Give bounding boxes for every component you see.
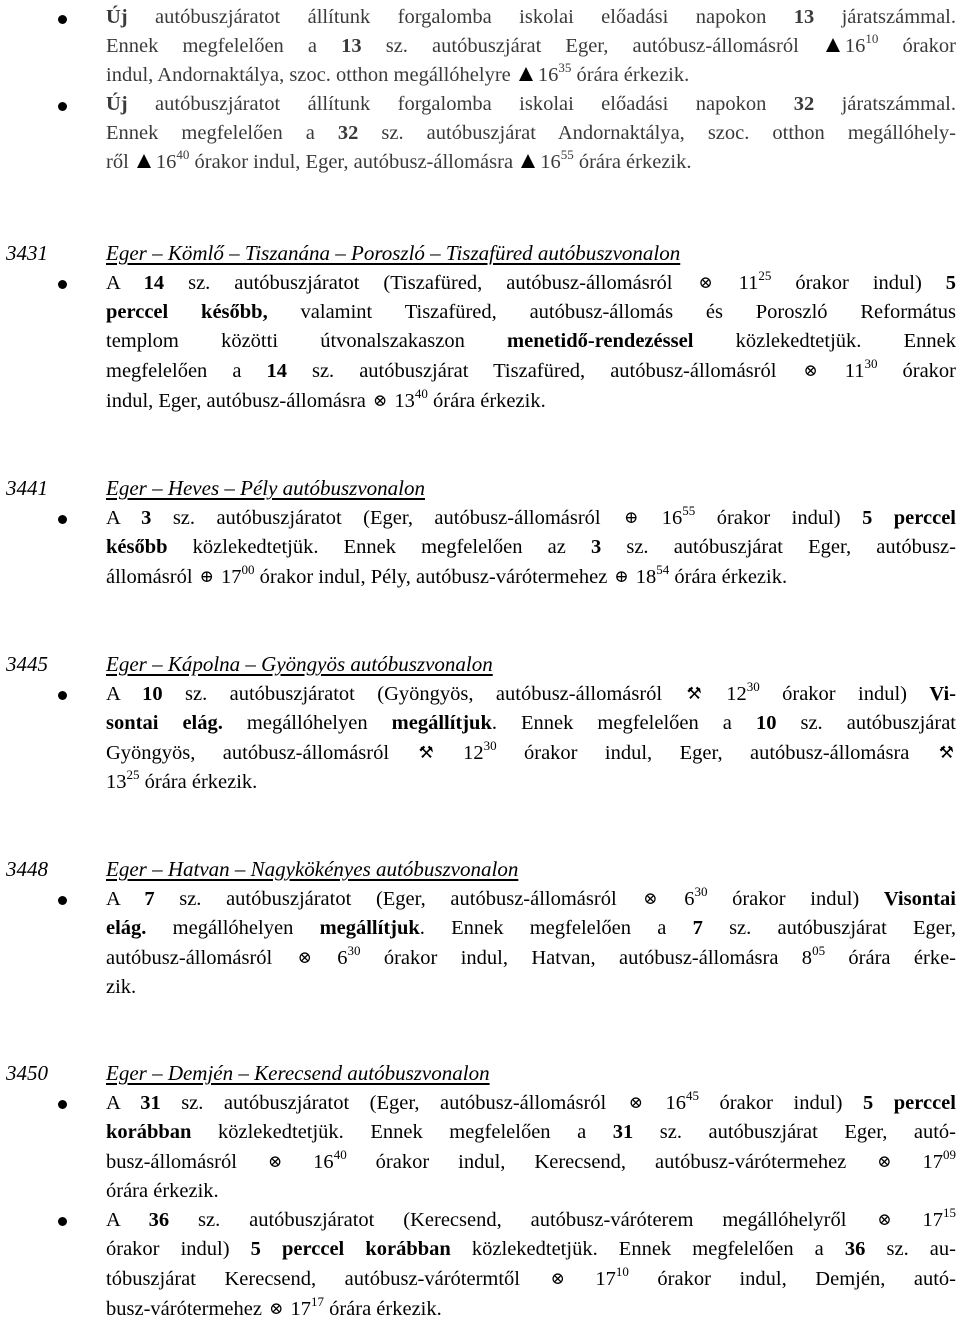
text-line: Gyöngyös, autóbusz-állomásról ⚒ $12^{30}$ órakor indul, Eger, autóbusz-állomásra ⚒ <box>106 738 956 768</box>
route-number: 3441 <box>6 476 48 500</box>
text-line: A 36 sz. autóbuszjáratot (Kerecsend, autóbusz-váróterem megállóhelyről ⊗ $17^{15}$ <box>106 1205 956 1235</box>
circled-x-symbol-icon: ⊗ <box>550 1269 565 1288</box>
hammer-pick-symbol-icon: ⚒ <box>418 743 434 762</box>
text-line: Ennek megfelelően a 32 sz. autóbuszjárat Andornaktálya, szoc. otthon megállóhely- <box>106 122 956 144</box>
text-line: autóbusz-állomásról ⊗ $6^{30}$ órakor indul, Hatvan, autóbusz-állomásra $8^{05}$ órára érke- <box>106 943 956 973</box>
text-line: megfelelően a 14 sz. autóbuszjárat Tiszafüred, autóbusz-állomásról ⊗ $11^{30}$ órakor <box>106 356 956 386</box>
circled-x-symbol-icon: ⊗ <box>267 1152 283 1171</box>
text-line: állomásról ⊕ $17^{00}$ órakor indul, Pély, autóbusz-várótermehez ⊕ $18^{54}$ órára érkezik. <box>106 562 956 592</box>
bullet <box>58 280 67 289</box>
route-number: 3445 <box>6 652 48 676</box>
text-line: indul, Andornaktálya, szoc. otthon megállóhelyre $16^{35}$ órára érkezik. <box>106 60 690 86</box>
text-line: korábban közlekedtetjük. Ennek megfelelően a 31 sz. autóbuszjárat Eger, autó- <box>106 1121 956 1143</box>
triangle-symbol-icon <box>826 38 840 52</box>
bullet <box>58 15 67 24</box>
circled-plus-symbol-icon: ⊕ <box>614 567 629 586</box>
text-line: Ennek megfelelően a 13 sz. autóbuszjárat Eger, autóbusz-állomásról $16^{10}$ órakor <box>106 31 956 57</box>
route-title: Eger – Heves – Pély autóbuszvonalon <box>106 476 426 500</box>
circled-x-symbol-icon: ⊗ <box>698 273 713 292</box>
bullet <box>58 102 67 111</box>
route-number: 3431 <box>6 241 48 265</box>
text-line: elág. megállóhelyen megállítjuk. Ennek megfelelően a 7 sz. autóbuszjárat Eger, <box>106 917 957 939</box>
hammer-pick-symbol-icon: ⚒ <box>938 743 955 762</box>
text-line: indul, Eger, autóbusz-állomásra ⊗ $13^{40}$ órára érkezik. <box>106 386 956 416</box>
route-title: Eger – Hatvan – Nagykökényes autóbuszvonalon <box>106 857 519 881</box>
text-line: templom közötti útvonalszakaszon menetidő-rendezéssel közlekedtetjük. Ennek <box>106 330 956 352</box>
text-line: A 14 sz. autóbuszjáratot (Tiszafüred, autóbusz-állomásról ⊗ $11^{25}$ órakor indul) 5 <box>106 268 956 298</box>
list-item <box>106 268 956 416</box>
route-number: 3450 <box>6 1061 48 1085</box>
circled-plus-symbol-icon: ⊕ <box>199 567 214 586</box>
bullet <box>58 515 67 524</box>
text-line: zik. <box>106 976 137 998</box>
bullet <box>58 1100 67 1109</box>
text-line: $13^{25}$ órára érkezik. <box>106 767 258 793</box>
text-line: ről $16^{40}$ órakor indul, Eger, autóbusz-állomásra $16^{55}$ órára érkezik. <box>106 147 692 173</box>
hammer-pick-symbol-icon: ⚒ <box>686 684 702 703</box>
list-item <box>106 3 956 90</box>
list-item <box>106 90 956 177</box>
circled-x-symbol-icon: ⊗ <box>643 889 658 908</box>
text-line: Új autóbuszjáratot állítunk forgalomba iskolai előadási napokon 13 járatszámmal. <box>106 6 956 28</box>
text-line: A 10 sz. autóbuszjáratot (Gyöngyös, autóbusz-állomásról ⚒ $12^{30}$ órakor indul) Vi- <box>106 679 956 709</box>
triangle-symbol-icon <box>521 154 535 168</box>
bullet <box>58 691 67 700</box>
circled-x-symbol-icon: ⊗ <box>373 391 388 410</box>
section-heading <box>6 474 425 502</box>
text-line: busz-állomásról ⊗ $16^{40}$ órakor indul, Kerecsend, autóbusz-várótermehez ⊗ $17^{09}$ <box>106 1147 956 1177</box>
triangle-symbol-icon <box>519 67 533 81</box>
triangle-symbol-icon <box>137 154 151 168</box>
route-title: Eger – Kápolna – Gyöngyös autóbuszvonalon <box>106 652 493 676</box>
circled-plus-symbol-icon: ⊕ <box>624 508 639 527</box>
text-line: később közlekedtetjük. Ennek megfelelően az 3 sz. autóbuszjárat Eger, autóbusz- <box>106 536 956 558</box>
circled-x-symbol-icon: ⊗ <box>269 1299 284 1318</box>
list-item <box>106 884 956 1002</box>
bullet <box>58 1217 67 1226</box>
circled-x-symbol-icon: ⊗ <box>877 1210 892 1229</box>
text-line: perccel később, valamint Tiszafüred, autóbusz-állomás és Poroszló Református <box>106 301 956 323</box>
text-line: A 3 sz. autóbuszjáratot (Eger, autóbusz-állomásról ⊕ $16^{55}$ órakor indul) 5 perccel <box>106 503 956 533</box>
bullet <box>58 896 67 905</box>
text-line: Új autóbuszjáratot állítunk forgalomba iskolai előadási napokon 32 járatszámmal. <box>106 93 956 115</box>
section-heading <box>6 1059 490 1087</box>
text-line: órára érkezik. <box>106 1180 219 1202</box>
list-item <box>106 503 956 592</box>
text-line: tóbuszjárat Kerecsend, autóbusz-várótermtől ⊗ $17^{10}$ órakor indul, Demjén, autó- <box>106 1264 956 1294</box>
route-title: Eger – Kömlő – Tiszanána – Poroszló – Tiszafüred autóbuszvonalon <box>106 241 681 265</box>
section-heading <box>6 855 518 883</box>
circled-x-symbol-icon: ⊗ <box>803 361 818 380</box>
route-title: Eger – Demjén – Kerecsend autóbuszvonalon <box>106 1061 490 1085</box>
list-item <box>106 1205 956 1324</box>
section-heading <box>6 650 493 678</box>
circled-x-symbol-icon: ⊗ <box>877 1152 892 1171</box>
text-line: A 31 sz. autóbuszjáratot (Eger, autóbusz-állomásról ⊗ $16^{45}$ órakor indul) 5 perccel <box>106 1088 956 1118</box>
text-line: órakor indul) 5 perccel korábban közlekedtetjük. Ennek megfelelően a 36 sz. au- <box>106 1238 956 1260</box>
text-line: sontai elág. megállóhelyen megállítjuk. Ennek megfelelően a 10 sz. autóbuszjárat <box>106 712 957 734</box>
list-item <box>106 1088 956 1206</box>
section-heading <box>6 239 680 267</box>
route-number: 3448 <box>6 857 48 881</box>
circled-x-symbol-icon: ⊗ <box>297 948 312 967</box>
text-line: busz-várótermehez ⊗ $17^{17}$ órára érkezik. <box>106 1294 956 1324</box>
list-item <box>106 679 956 797</box>
circled-x-symbol-icon: ⊗ <box>628 1093 643 1112</box>
text-line: A 7 sz. autóbuszjáratot (Eger, autóbusz-állomásról ⊗ $6^{30}$ órakor indul) Visontai <box>106 884 956 914</box>
